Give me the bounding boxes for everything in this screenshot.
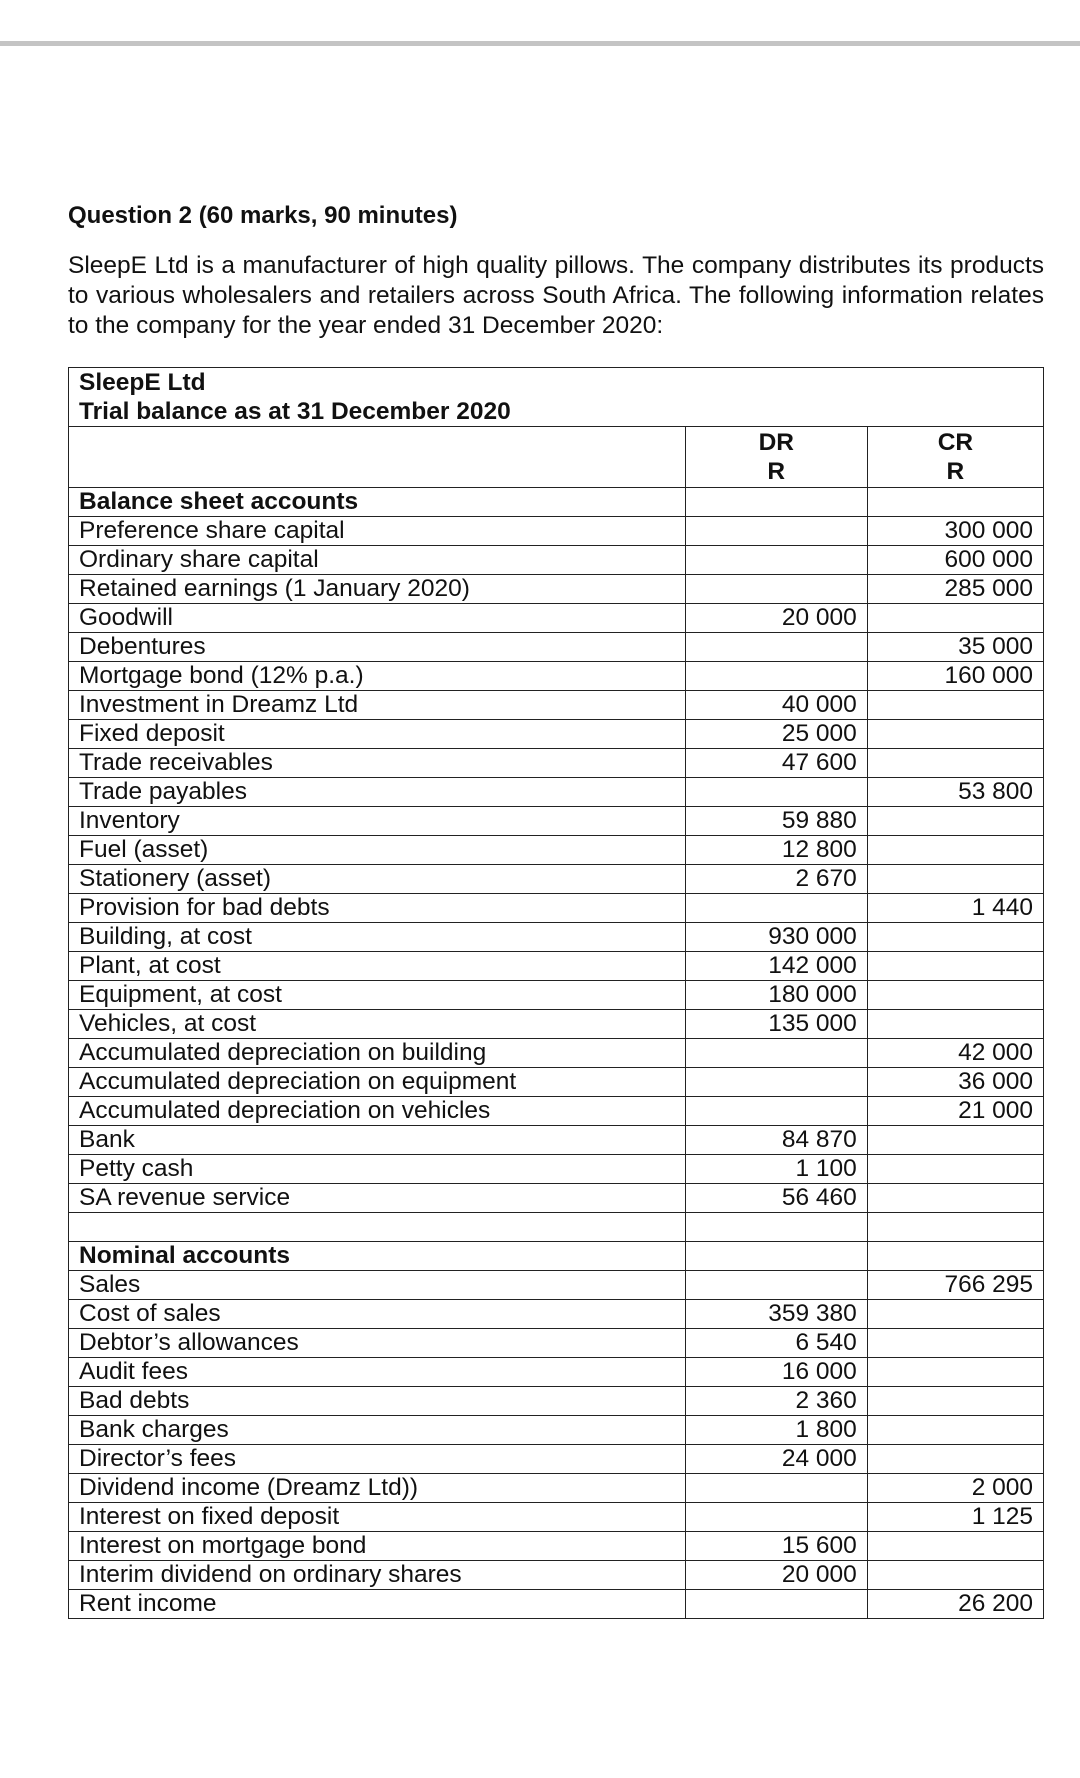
debit-amount: 930 000 xyxy=(685,923,867,952)
debit-amount: 20 000 xyxy=(685,604,867,633)
table-row xyxy=(69,1213,1044,1242)
table-row xyxy=(69,1010,1044,1039)
account-name: Bank charges xyxy=(69,1416,686,1445)
debit-amount: 20 000 xyxy=(685,1561,867,1590)
account-name: Inventory xyxy=(69,807,686,836)
credit-amount: 21 000 xyxy=(867,1097,1043,1126)
debit-amount: 25 000 xyxy=(685,720,867,749)
debit-amount: 180 000 xyxy=(685,981,867,1010)
debit-amount: 1 800 xyxy=(685,1416,867,1445)
debit-amount xyxy=(685,778,867,807)
credit-amount xyxy=(867,807,1043,836)
credit-amount xyxy=(867,1155,1043,1184)
table-row xyxy=(69,836,1044,865)
credit-amount: 35 000 xyxy=(867,633,1043,662)
credit-amount xyxy=(867,923,1043,952)
account-name xyxy=(69,1213,686,1242)
account-name: Interest on mortgage bond xyxy=(69,1532,686,1561)
credit-amount: 285 000 xyxy=(867,575,1043,604)
account-name: Director’s fees xyxy=(69,1445,686,1474)
credit-amount xyxy=(867,952,1043,981)
credit-amount xyxy=(867,1387,1043,1416)
debit-amount xyxy=(685,662,867,691)
debit-amount: 56 460 xyxy=(685,1184,867,1213)
credit-amount: 160 000 xyxy=(867,662,1043,691)
table-row xyxy=(69,778,1044,807)
credit-amount xyxy=(867,1445,1043,1474)
debit-amount: 1 100 xyxy=(685,1155,867,1184)
account-name: Debentures xyxy=(69,633,686,662)
debit-amount xyxy=(685,1097,867,1126)
table-row xyxy=(69,1184,1044,1213)
dr-label: DR xyxy=(758,429,794,456)
table-row xyxy=(69,1503,1044,1532)
credit-amount xyxy=(867,749,1043,778)
credit-amount xyxy=(867,488,1043,517)
table-row xyxy=(69,923,1044,952)
account-name: Goodwill xyxy=(69,604,686,633)
account-name: Provision for bad debts xyxy=(69,894,686,923)
account-name: Accumulated depreciation on building xyxy=(69,1039,686,1068)
debit-amount xyxy=(685,633,867,662)
debit-amount: 84 870 xyxy=(685,1126,867,1155)
account-name: Investment in Dreamz Ltd xyxy=(69,691,686,720)
credit-amount xyxy=(867,1561,1043,1590)
table-row xyxy=(69,546,1044,575)
table-row xyxy=(69,1300,1044,1329)
account-name: Trade receivables xyxy=(69,749,686,778)
table-row xyxy=(69,575,1044,604)
account-name: Bank xyxy=(69,1126,686,1155)
account-name: Petty cash xyxy=(69,1155,686,1184)
debit-amount: 15 600 xyxy=(685,1532,867,1561)
account-name: Plant, at cost xyxy=(69,952,686,981)
credit-amount xyxy=(867,1126,1043,1155)
table-row xyxy=(69,749,1044,778)
account-name: Ordinary share capital xyxy=(69,546,686,575)
debit-amount: 47 600 xyxy=(685,749,867,778)
credit-amount: 36 000 xyxy=(867,1068,1043,1097)
debit-amount xyxy=(685,575,867,604)
credit-amount xyxy=(867,1532,1043,1561)
dr-currency: R xyxy=(767,458,786,485)
table-row xyxy=(69,633,1044,662)
credit-amount xyxy=(867,1242,1043,1271)
debit-amount xyxy=(685,546,867,575)
table-row xyxy=(69,691,1044,720)
debit-amount xyxy=(685,1242,867,1271)
table-row xyxy=(69,981,1044,1010)
account-name: Equipment, at cost xyxy=(69,981,686,1010)
section-header-row xyxy=(69,488,1044,517)
table-row xyxy=(69,1068,1044,1097)
credit-amount xyxy=(867,1358,1043,1387)
debit-amount xyxy=(685,1590,867,1619)
table-title-row xyxy=(69,368,1044,427)
credit-amount xyxy=(867,1184,1043,1213)
table-row xyxy=(69,807,1044,836)
account-name: Dividend income (Dreamz Ltd)) xyxy=(69,1474,686,1503)
table-row xyxy=(69,1474,1044,1503)
table-row xyxy=(69,1097,1044,1126)
debit-amount: 135 000 xyxy=(685,1010,867,1039)
credit-amount: 53 800 xyxy=(867,778,1043,807)
account-name: Retained earnings (1 January 2020) xyxy=(69,575,686,604)
table-row xyxy=(69,1445,1044,1474)
table-row xyxy=(69,604,1044,633)
label-column-header xyxy=(69,427,686,488)
column-header-row xyxy=(69,427,1044,488)
table-row xyxy=(69,1358,1044,1387)
table-row xyxy=(69,952,1044,981)
credit-amount: 2 000 xyxy=(867,1474,1043,1503)
debit-amount xyxy=(685,1474,867,1503)
cr-label: CR xyxy=(937,429,974,456)
table-row xyxy=(69,1416,1044,1445)
account-name: SA revenue service xyxy=(69,1184,686,1213)
debit-amount xyxy=(685,488,867,517)
debit-amount: 40 000 xyxy=(685,691,867,720)
credit-amount xyxy=(867,604,1043,633)
table-title-cell xyxy=(69,368,1044,427)
debit-amount: 6 540 xyxy=(685,1329,867,1358)
debit-amount xyxy=(685,1503,867,1532)
debit-amount xyxy=(685,1068,867,1097)
table-row xyxy=(69,1155,1044,1184)
account-name: Mortgage bond (12% p.a.) xyxy=(69,662,686,691)
debit-amount: 12 800 xyxy=(685,836,867,865)
credit-amount: 42 000 xyxy=(867,1039,1043,1068)
account-name: Bad debts xyxy=(69,1387,686,1416)
debit-amount xyxy=(685,1039,867,1068)
cr-currency: R xyxy=(946,458,965,485)
credit-amount xyxy=(867,720,1043,749)
credit-amount: 600 000 xyxy=(867,546,1043,575)
credit-amount xyxy=(867,1416,1043,1445)
table-row xyxy=(69,1329,1044,1358)
account-name: Rent income xyxy=(69,1590,686,1619)
credit-amount: 1 125 xyxy=(867,1503,1043,1532)
account-name: Interim dividend on ordinary shares xyxy=(69,1561,686,1590)
table-row xyxy=(69,865,1044,894)
section-header-row xyxy=(69,1242,1044,1271)
cr-column-header xyxy=(867,427,1043,488)
section-title: Balance sheet accounts xyxy=(69,488,686,517)
section-title: Nominal accounts xyxy=(69,1242,686,1271)
account-name: Sales xyxy=(69,1271,686,1300)
account-name: Accumulated depreciation on vehicles xyxy=(69,1097,686,1126)
credit-amount xyxy=(867,1300,1043,1329)
credit-amount xyxy=(867,1329,1043,1358)
debit-amount: 16 000 xyxy=(685,1358,867,1387)
credit-amount: 300 000 xyxy=(867,517,1043,546)
credit-amount: 1 440 xyxy=(867,894,1043,923)
table-row xyxy=(69,1126,1044,1155)
account-name: Debtor’s allowances xyxy=(69,1329,686,1358)
trial-balance-title: Trial balance as at 31 December 2020 xyxy=(79,398,511,425)
account-name: Fuel (asset) xyxy=(69,836,686,865)
debit-amount: 2 670 xyxy=(685,865,867,894)
table-row xyxy=(69,1532,1044,1561)
debit-amount: 59 880 xyxy=(685,807,867,836)
table-row xyxy=(69,662,1044,691)
credit-amount: 766 295 xyxy=(867,1271,1043,1300)
table-row xyxy=(69,1561,1044,1590)
debit-amount: 2 360 xyxy=(685,1387,867,1416)
table-row xyxy=(69,720,1044,749)
account-name: Stationery (asset) xyxy=(69,865,686,894)
debit-amount: 359 380 xyxy=(685,1300,867,1329)
debit-amount: 142 000 xyxy=(685,952,867,981)
trial-balance-table xyxy=(68,367,1044,1619)
question-heading: Question 2 (60 marks, 90 minutes) xyxy=(68,202,458,229)
account-name: Vehicles, at cost xyxy=(69,1010,686,1039)
table-row xyxy=(69,1387,1044,1416)
credit-amount xyxy=(867,1010,1043,1039)
table-row xyxy=(69,1590,1044,1619)
table-row xyxy=(69,517,1044,546)
account-name: Cost of sales xyxy=(69,1300,686,1329)
table-row xyxy=(69,894,1044,923)
account-name: Preference share capital xyxy=(69,517,686,546)
credit-amount xyxy=(867,865,1043,894)
debit-amount xyxy=(685,517,867,546)
debit-amount xyxy=(685,1271,867,1300)
debit-amount xyxy=(685,894,867,923)
account-name: Fixed deposit xyxy=(69,720,686,749)
credit-amount xyxy=(867,981,1043,1010)
credit-amount xyxy=(867,691,1043,720)
table-row xyxy=(69,1039,1044,1068)
debit-amount xyxy=(685,1213,867,1242)
account-name: Building, at cost xyxy=(69,923,686,952)
top-divider xyxy=(0,41,1080,46)
credit-amount xyxy=(867,1213,1043,1242)
dr-column-header xyxy=(685,427,867,488)
debit-amount: 24 000 xyxy=(685,1445,867,1474)
account-name: Audit fees xyxy=(69,1358,686,1387)
account-name: Interest on fixed deposit xyxy=(69,1503,686,1532)
account-name: Trade payables xyxy=(69,778,686,807)
company-name: SleepE Ltd xyxy=(79,369,206,396)
account-name: Accumulated depreciation on equipment xyxy=(69,1068,686,1097)
credit-amount xyxy=(867,836,1043,865)
question-intro: SleepE Ltd is a manufacturer of high quality pillows. The company distributes its products to various wholesalers and retailers across South Africa. The following information relates to the company for the year ended 31 December 2020: xyxy=(68,252,1044,339)
table-row xyxy=(69,1271,1044,1300)
credit-amount: 26 200 xyxy=(867,1590,1043,1619)
